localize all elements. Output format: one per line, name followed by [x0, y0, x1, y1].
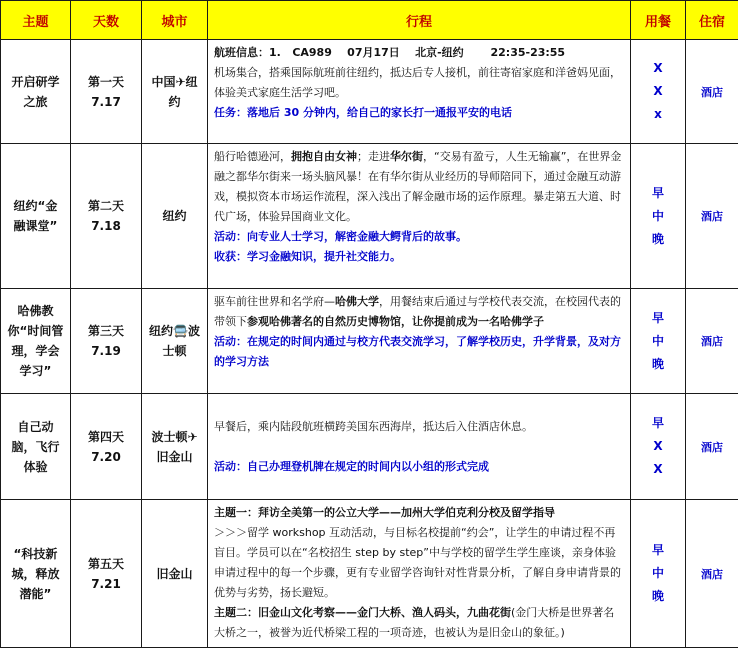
plan-text: 机场集合，搭乘国际航班前往纽约，抵达后专人接机，前往寄宿家庭和洋爸妈见面，体验美式家庭生活学习吧。	[214, 66, 621, 99]
row-city: 中国✈纽约	[142, 40, 208, 144]
row-meals: 早 中 晚	[631, 289, 686, 394]
plan-activity: 活动：在规定的时间内通过与校方代表交流学习，了解学校历史，升学背景，及对方的学习方法	[214, 335, 621, 368]
row-lodging: 酒店	[686, 144, 738, 289]
header-itinerary: 行程	[208, 1, 631, 40]
row-day: 第三天 7.19	[71, 289, 142, 394]
row-lodging: 酒店	[686, 394, 738, 500]
row-plan	[208, 144, 631, 289]
plan-topic-1: 主题一：拜访全美第一的公立大学——加州大学伯克利分校及留学指导	[214, 506, 555, 519]
row-theme: 哈佛教你“时间管理，学会学习”	[1, 289, 71, 394]
row-day: 第一天 7.17	[71, 40, 142, 144]
row-city: 旧金山	[142, 500, 208, 648]
plan-topic-2: 主题二：旧金山文化考察——金门大桥、渔人码头，九曲花街(金门大桥是世界著名大桥之一，被誉为近代桥梁工程的一项奇迹，也被认为是旧金山的象征。)	[214, 606, 615, 639]
row-theme: “科技新城，释放潜能”	[1, 500, 71, 648]
plan-text: ＞＞＞留学 workshop 互动活动，与目标名校提前“约会”，让学生的申请过程不再盲目。学员可以在“名校招生 step by step”中与学校的留学生学生座谈，亲身体验申请过程中的每一个步骤，更有专业留学咨询针对性背景分析，了解自身申请背景的优势与劣势，扬长避短。	[214, 526, 621, 599]
plan-task: 任务：落地后 30 分钟内，给自己的家长打一通报平安的电话	[214, 106, 512, 119]
header-days: 天数	[71, 1, 142, 40]
table-row	[1, 394, 738, 500]
row-city: 纽约	[142, 144, 208, 289]
plan-text: 早餐后，乘内陆段航班横跨美国东西海岸，抵达后入住酒店休息。	[214, 420, 533, 433]
plan-activity: 活动：自己办理登机牌在规定的时间内以小组的形式完成	[214, 460, 489, 473]
row-lodging: 酒店	[686, 40, 738, 144]
header-city: 城市	[142, 1, 208, 40]
row-theme: 纽约“金融课堂”	[1, 144, 71, 289]
row-meals: X X x	[631, 40, 686, 144]
table-row	[1, 500, 738, 648]
flight-info: 航班信息：1. CA989 07月17日 北京-纽约 22:35-23:55	[214, 46, 566, 59]
plan-text: 驱车前往世界和名学府—哈佛大学，用餐结束后通过与学校代表交流，在校园代表的带领下参观哈佛著名的自然历史博物馆，让你提前成为一名哈佛学子	[214, 295, 621, 328]
table-row	[1, 144, 738, 289]
header-lodging: 住宿	[686, 1, 738, 40]
row-meals: 早 中 晚	[631, 500, 686, 648]
row-meals: 早 中 晚	[631, 144, 686, 289]
row-plan	[208, 289, 631, 394]
row-lodging: 酒店	[686, 500, 738, 648]
row-theme: 自己动脑，飞行体验	[1, 394, 71, 500]
row-day: 第二天 7.18	[71, 144, 142, 289]
row-theme: 开启研学之旅	[1, 40, 71, 144]
row-city: 波士顿✈旧金山	[142, 394, 208, 500]
row-day: 第四天 7.20	[71, 394, 142, 500]
row-plan	[208, 500, 631, 648]
plan-text: 船行哈德逊河，拥抱自由女神；走进华尔街，“交易有盈亏，人生无输赢”，在世界金融之都华尔街来一场头脑风暴！在有华尔街从业经历的导师陪同下，通过金融互动游戏，模拟资本市场运作流程，深入浅出了解金融市场的运作原理。暴走第五大道、时代广场，体验异国商业文化。	[214, 150, 622, 223]
row-lodging: 酒店	[686, 289, 738, 394]
row-city: 纽约🚍波士顿	[142, 289, 208, 394]
plan-activity: 活动：向专业人士学习，解密金融大鳄背后的故事。	[214, 230, 467, 243]
row-day: 第五天 7.21	[71, 500, 142, 648]
row-plan	[208, 40, 631, 144]
row-meals: 早 X X	[631, 394, 686, 500]
header-row	[1, 1, 738, 40]
header-theme: 主题	[1, 1, 71, 40]
header-meals: 用餐	[631, 1, 686, 40]
table-row	[1, 289, 738, 394]
row-plan	[208, 394, 631, 500]
table-row	[1, 40, 738, 144]
plan-gain: 收获：学习金融知识，提升社交能力。	[214, 250, 401, 263]
